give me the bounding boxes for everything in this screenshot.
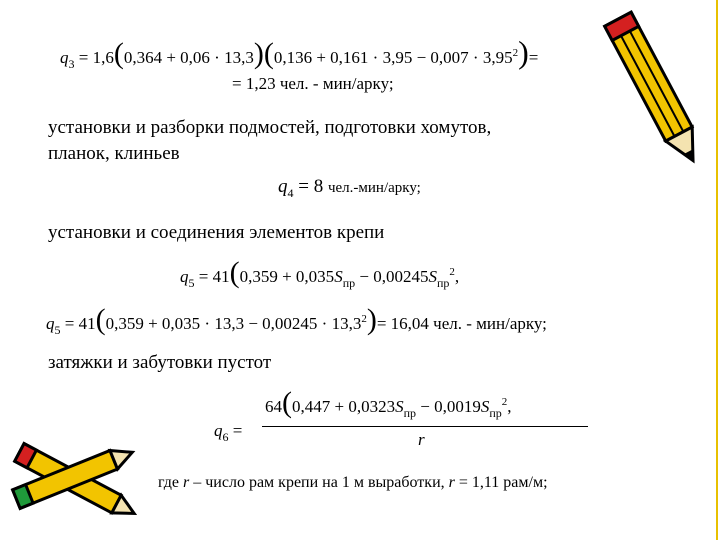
formula-q5-numeric: $q_5 = 41(0,359 + 0,035 \cdot 13,3 - 0,00245 \cdot 13,3^2)= 16,04$ чел. - мин/арку; <box>46 303 547 337</box>
text-line-connection: установки и соединения элементов крепи <box>48 222 385 243</box>
pencil-icon-top-right <box>598 2 713 177</box>
text-line-filling: затяжки и забутовки пустот <box>48 352 272 373</box>
text-line-installation-2: планок, клиньев <box>48 143 180 164</box>
footnote-text: где r – число рам крепи на 1 м выработки, r = 1,11 рам/м; <box>158 474 548 491</box>
right-border-line <box>716 0 718 540</box>
formula-q6-denominator: r <box>418 430 425 449</box>
pencils-icon-bottom-left <box>0 430 145 535</box>
fraction-line <box>262 426 588 427</box>
formula-q3-result: = 1,23 чел. - мин/арку; <box>232 74 394 93</box>
text-line-installation-1: установки и разборки подмостей, подготовки хомутов, <box>48 117 492 138</box>
formula-q4: $q_4 = 8$ чел.-мин/арку; <box>278 176 421 200</box>
formula-q5-general: $q_5 = 41(0,359 + 0,035S_{пр} - 0,00245S_{пр}^2$, <box>180 256 460 290</box>
formula-q6-numerator: $64(0,447 + 0,0323S_{пр} - 0,0019S_{пр}^2$, <box>265 386 512 420</box>
formula-q6-lhs: $q_6$ = <box>214 421 243 444</box>
formula-q3: $q_3 = 1,6(0,364 + 0,06 \cdot 13,3)(0,136 + 0,161 \cdot 3,95 - 0,007 \cdot 3,95^2)=$ <box>60 34 539 71</box>
